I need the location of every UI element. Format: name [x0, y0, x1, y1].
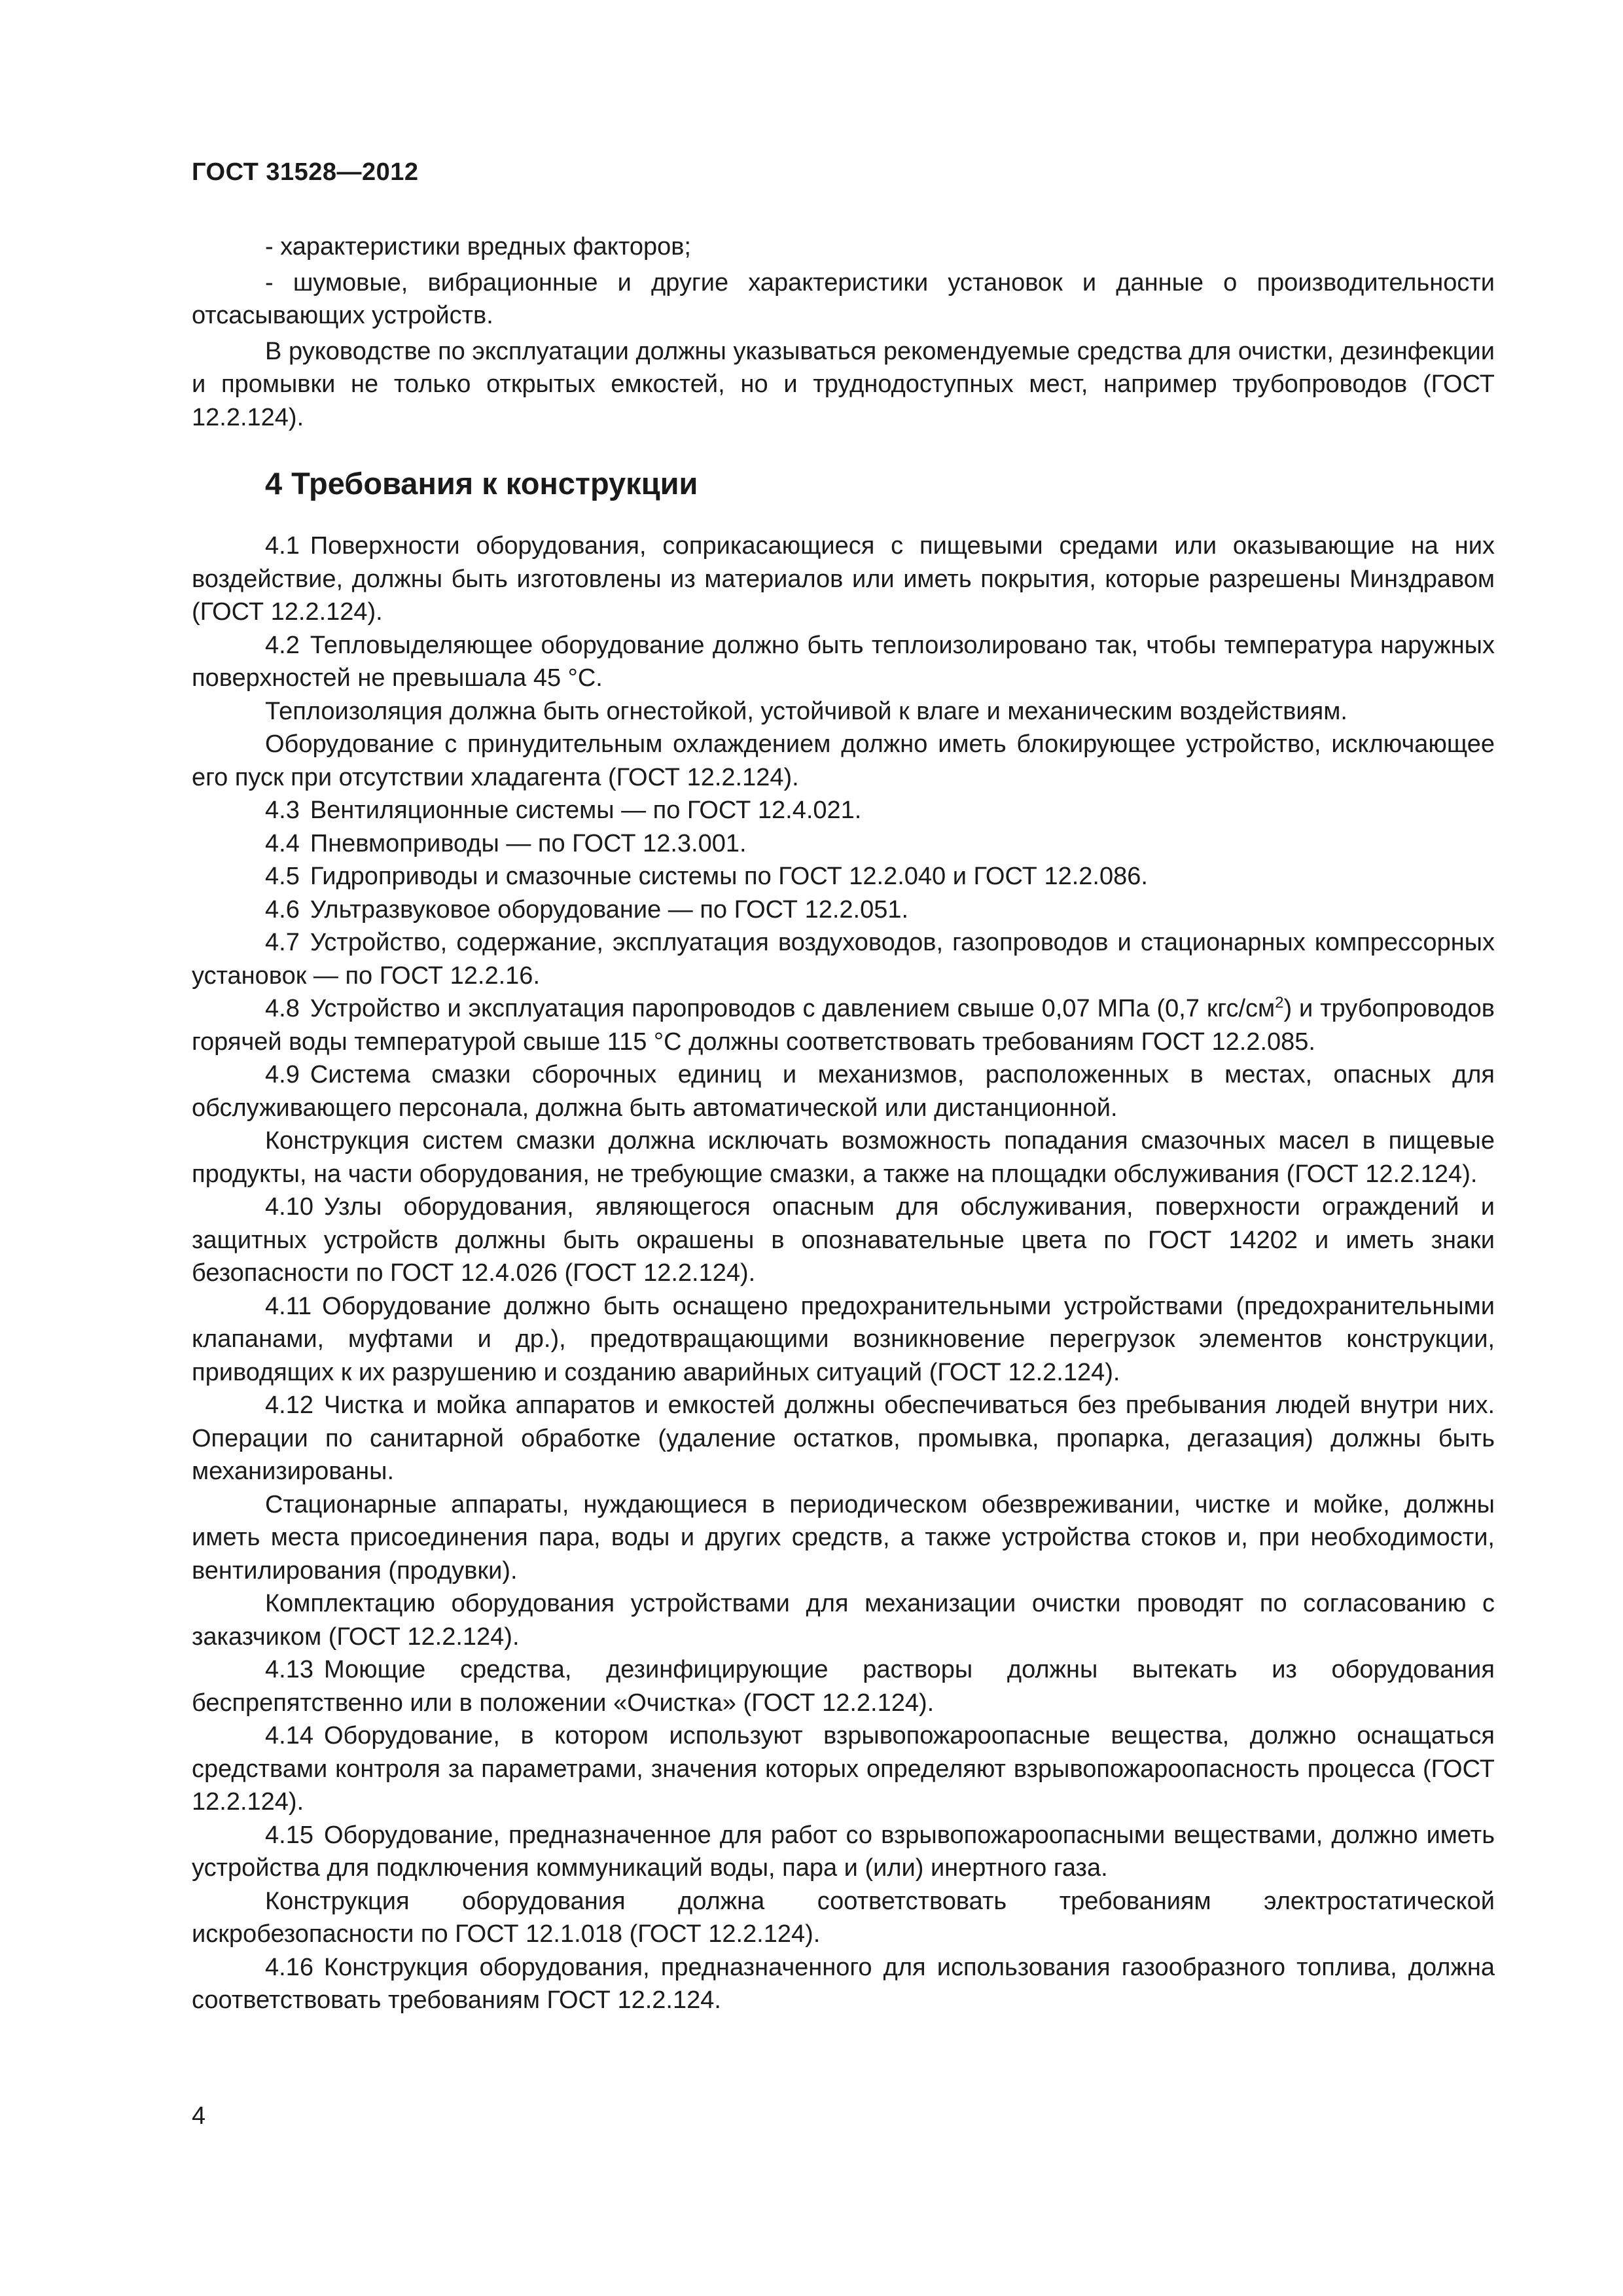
clause-text: Оборудование с принудительным охлаждением должно иметь блокирующее устройство, исключающее его пуск при отсутствии хладагента (ГОСТ 12.2.124).	[192, 730, 1495, 791]
clause-paragraph	[192, 827, 1495, 861]
clause-number: 4.1	[265, 532, 300, 560]
clause-text: Гидроприводы и смазочные системы по ГОСТ 12.2.040 и ГОСТ 12.2.086.	[310, 863, 1148, 890]
clause-paragraph	[192, 1058, 1495, 1124]
clause-paragraph	[192, 695, 1495, 728]
page-number: 4	[192, 2102, 206, 2130]
clause-text: Система смазки сборочных единиц и механизмов, расположенных в местах, опасных для обслуживающего персонала, должна быть автоматической или дистанционной.	[192, 1061, 1495, 1122]
clause-number: 4.7	[265, 929, 300, 956]
clause-number: 4.14	[265, 1722, 313, 1749]
clause-number: 4.9	[265, 1061, 300, 1088]
clause-text: Конструкция оборудования должна соответствовать требованиям электростатической искробезопасности по ГОСТ 12.1.018 (ГОСТ 12.2.124).	[192, 1887, 1495, 1948]
clause-text: Моющие средства, дезинфицирующие растворы должны вытекать из оборудования беспрепятственно или в положении «Очистка» (ГОСТ 12.2.124).	[192, 1656, 1495, 1717]
standard-header: ГОСТ 31528—2012	[192, 158, 419, 186]
clause-text: Пневмоприводы — по ГОСТ 12.3.001.	[310, 829, 747, 857]
clause-text: Ультразвуковое оборудование — по ГОСТ 12.2.051.	[310, 895, 909, 924]
clause-text: Комплектацию оборудования устройствами для механизации очистки проводят по согласованию с заказчиком (ГОСТ 12.2.124).	[192, 1590, 1495, 1651]
clause-paragraph	[192, 1191, 1495, 1290]
clause-number: 4.3	[265, 797, 300, 824]
clause-number: 4.8	[265, 995, 300, 1022]
clause-paragraph	[192, 1587, 1495, 1653]
clause-paragraph	[192, 860, 1495, 893]
clause-paragraph	[192, 893, 1495, 927]
clause-paragraph	[192, 1951, 1495, 2017]
section-title: Требования к конструкции	[291, 466, 698, 501]
clause-paragraph	[192, 529, 1495, 629]
clause-number: 4.6	[265, 895, 300, 924]
clause-paragraph	[192, 926, 1495, 992]
clause-text: Стационарные аппараты, нуждающиеся в периодическом обезвреживании, чистке и мойке, должны иметь места присоединения пара, воды и других средств, а также устройства стоков и, при необходимости, вентилирования (продувки).	[192, 1490, 1495, 1585]
clause-number: 4.2	[265, 631, 300, 659]
intro-paragraph: - характеристики вредных факторов;	[265, 233, 691, 260]
clause-text: ) и трубопроводов горячей воды температурой свыше 115 °С должны соответствовать требованиям ГОСТ 12.2.085.	[192, 995, 1495, 1056]
section-heading	[265, 464, 1495, 503]
clause-number: 4.4	[265, 829, 300, 857]
clause-text: Оборудование, в котором используют взрывопожароопасные вещества, должно оснащаться средствами контроля за параметрами, значения которых определяют взрывопожароопасность процесса (ГОСТ 12.2.124).	[192, 1722, 1495, 1816]
intro-paragraph: - шумовые, вибрационные и другие характеристики установок и данные о производительности отсасывающих устройств.	[192, 268, 1495, 329]
clause-text: Устройство и эксплуатация паропроводов с давлением свыше 0,07 МПа (0,7 кгс/см	[310, 995, 1275, 1022]
clause-paragraph	[192, 728, 1495, 794]
clause-paragraph	[192, 1819, 1495, 1885]
clause-number: 4.11	[265, 1292, 312, 1320]
clause-text: Поверхности оборудования, соприкасающиеся с пищевыми средами или оказывающие на них воздействие, должны быть изготовлены из материалов или иметь покрытия, которые разрешены Минздравом (ГОСТ 12.2.124).	[192, 532, 1495, 626]
clause-text: Тепловыделяющее оборудование должно быть теплоизолировано так, чтобы температура наружных поверхностей не превышала 45 °С.	[192, 631, 1495, 692]
clause-paragraph	[192, 1488, 1495, 1588]
clause-number: 4.5	[265, 863, 300, 890]
document-body	[192, 230, 1495, 2017]
clause-paragraph	[192, 1653, 1495, 1719]
clause-paragraph	[192, 1389, 1495, 1488]
clause-text: Узлы оборудования, являющегося опасным для обслуживания, поверхности ограждений и защитных устройств должны быть окрашены в опознавательные цвета по ГОСТ 14202 и иметь знаки безопасности по ГОСТ 12.4.026 (ГОСТ 12.2.124).	[192, 1193, 1495, 1287]
clause-paragraph	[192, 1290, 1495, 1390]
clause-paragraph	[192, 794, 1495, 827]
clause-number: 4.12	[265, 1391, 313, 1419]
clause-number: 4.16	[265, 1953, 313, 1981]
clause-text: Устройство, содержание, эксплуатация воздуховодов, газопроводов и стационарных компрессорных установок — по ГОСТ 12.2.16.	[192, 929, 1495, 990]
clause-number: 4.15	[265, 1821, 313, 1849]
clause-text: Оборудование должно быть оснащено предохранительными устройствами (предохранительными клапанами, муфтами и др.), предотвращающими возникновение перегрузок элементов конструкции, приводящих к их разрушению и созданию аварийных ситуаций (ГОСТ 12.2.124).	[192, 1292, 1495, 1386]
superscript: 2	[1275, 994, 1284, 1012]
clause-paragraph	[192, 1719, 1495, 1819]
clause-text: Оборудование, предназначенное для работ со взрывопожароопасными веществами, должно иметь устройства для подключения коммуникаций воды, пара и (или) инертного газа.	[192, 1821, 1495, 1882]
intro-paragraph: В руководстве по эксплуатации должны указываться рекомендуемые средства для очистки, дезинфекции и промывки не только открытых емкостей, но и труднодоступных мест, например трубопроводов (ГОСТ 12.2.124).	[192, 337, 1495, 431]
clause-number: 4.13	[265, 1656, 313, 1683]
clause-paragraph	[192, 629, 1495, 695]
clause-paragraph	[192, 992, 1495, 1058]
clause-text: Чистка и мойка аппаратов и емкостей должны обеспечиваться без пребывания людей внутри них. Операции по санитарной обработке (удаление остатков, промывка, пропарка, дегазация) должны быть механизированы.	[192, 1391, 1495, 1485]
section-number: 4	[265, 466, 283, 501]
clause-text: Вентиляционные системы — по ГОСТ 12.4.021.	[310, 797, 862, 824]
clause-paragraph	[192, 1885, 1495, 1951]
clause-text: Теплоизоляция должна быть огнестойкой, устойчивой к влаге и механическим воздействиям.	[265, 697, 1347, 725]
clause-number: 4.10	[265, 1193, 313, 1221]
clause-text: Конструкция систем смазки должна исключать возможность попадания смазочных масел в пищевые продукты, на части оборудования, не требующие смазки, а также на площадки обслуживания (ГОСТ 12.2.124).	[192, 1127, 1495, 1188]
clause-text: Конструкция оборудования, предназначенного для использования газообразного топлива, должна соответствовать требованиям ГОСТ 12.2.124.	[192, 1953, 1495, 2014]
clause-paragraph	[192, 1124, 1495, 1191]
